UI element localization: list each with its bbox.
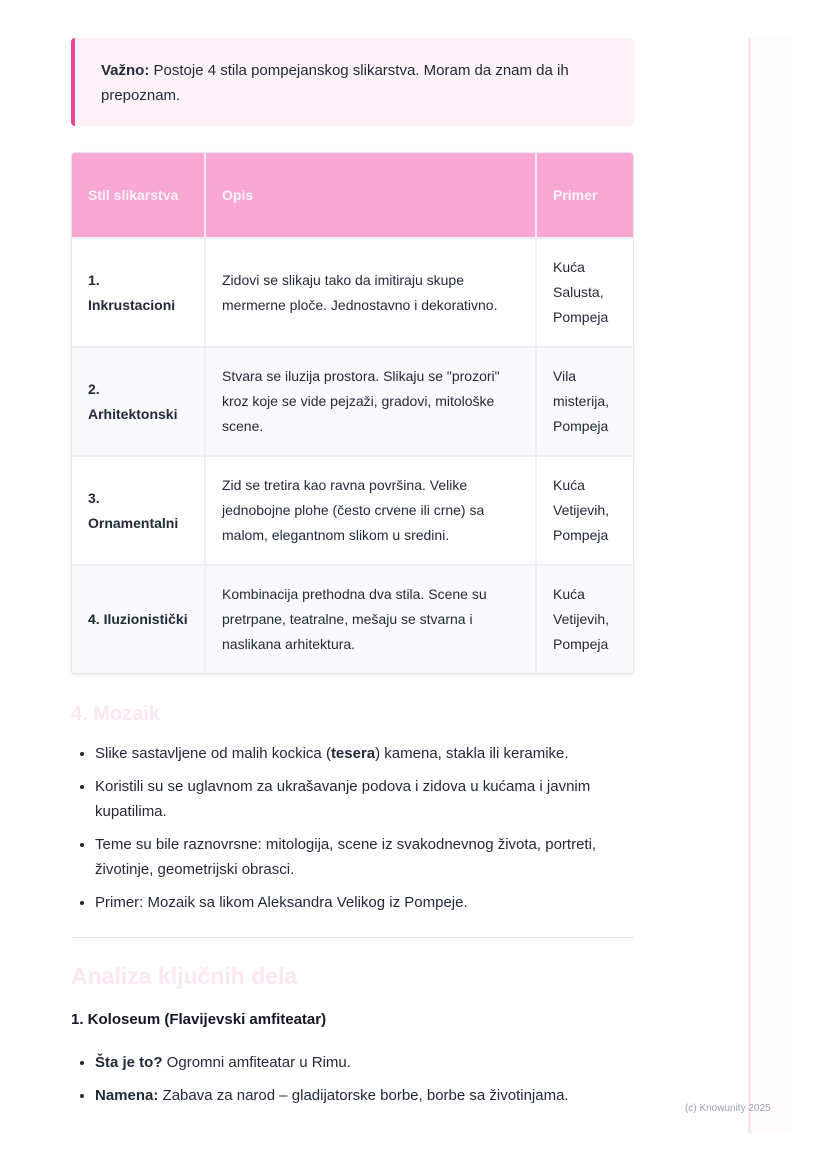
- header-style: Stil slikarstva: [72, 153, 206, 237]
- table-row: [72, 564, 633, 673]
- list-item: [95, 741, 634, 766]
- cell-example: Kuća Salusta, Pompeja: [537, 237, 633, 346]
- header-example: Primer: [537, 153, 633, 237]
- bold-term: tesera: [330, 745, 376, 762]
- list-item: • Teme su bile raznovrsne: mitologija, scene iz svakodnevnog života, portreti, životinje, geometrijski obrasci.: [95, 832, 634, 882]
- copyright-footer: (c) Knowunity 2025: [685, 1103, 771, 1114]
- cell-description: Zid se tretira kao ravna površina. Velike jednobojne plohe (često crvene ili crne) sa malom, elegantnom slikom u sredini.: [206, 455, 537, 564]
- cell-description: Zidovi se slikaju tako da imitiraju skupe mermerne ploče. Jednostavno i dekorativno.: [206, 237, 537, 346]
- cell-example: Kuća Vetijevih, Pompeja: [537, 455, 633, 564]
- list-item: • Primer: Mozaik sa likom Aleksandra Velikog iz Pompeje.: [95, 890, 634, 915]
- divider: [71, 937, 634, 938]
- document-content: [71, 38, 634, 1116]
- text: ) kamena, stakla ili keramike.: [375, 745, 569, 762]
- painting-styles-table: [71, 152, 634, 674]
- important-callout: [71, 38, 634, 126]
- cell-description: Kombinacija prethodna dva stila. Scene su pretrpane, teatralne, mešaju se stvarna i naslikana arhitektura.: [206, 564, 537, 673]
- list-item: [95, 1050, 634, 1075]
- bold-term: Šta je to?: [95, 1054, 163, 1071]
- bold-term: Namena:: [95, 1087, 159, 1104]
- callout-text: Postoje 4 stila pompejanskog slikarstva. Moram da znam da ih prepoznam.: [101, 62, 569, 104]
- list-item: [95, 1083, 634, 1108]
- header-description: Opis: [206, 153, 537, 237]
- text: Slike sastavljene od malih kockica (: [95, 745, 331, 762]
- page-edge-strip: [748, 38, 793, 1133]
- text: Zabava za narod – gladijatorske borbe, borbe sa životinjama.: [158, 1087, 569, 1104]
- cell-example: Kuća Vetijevih, Pompeja: [537, 564, 633, 673]
- subheading-koloseum: 1. Koloseum (Flavijevski amfiteatar): [71, 1011, 327, 1028]
- callout-label: Važno:: [101, 62, 150, 79]
- cell-example: Vila misterija, Pompeja: [537, 346, 633, 455]
- cell-style: 4. Iluzionistički: [72, 564, 206, 673]
- table-row: [72, 237, 633, 346]
- list-item: • Koristili su se uglavnom za ukrašavanje podova i zidova u kućama i javnim kupatilima.: [95, 774, 634, 824]
- section-heading-mozaik: 4. Mozaik: [71, 703, 160, 725]
- koloseum-list: [71, 1050, 634, 1108]
- table-row: [72, 346, 633, 455]
- mozaik-list: [71, 741, 634, 915]
- text: Ogromni amfiteatar u Rimu.: [162, 1054, 351, 1071]
- table-header-row: [72, 153, 633, 237]
- cell-style: 2. Arhitektonski: [72, 346, 206, 455]
- cell-style: 3. Ornamentalni: [72, 455, 206, 564]
- section-heading-analiza: Analiza ključnih dela: [71, 963, 298, 989]
- cell-description: Stvara se iluzija prostora. Slikaju se "prozori" kroz koje se vide pejzaži, gradovi, mitološke scene.: [206, 346, 537, 455]
- table-row: [72, 455, 633, 564]
- cell-style: 1. Inkrustacioni: [72, 237, 206, 346]
